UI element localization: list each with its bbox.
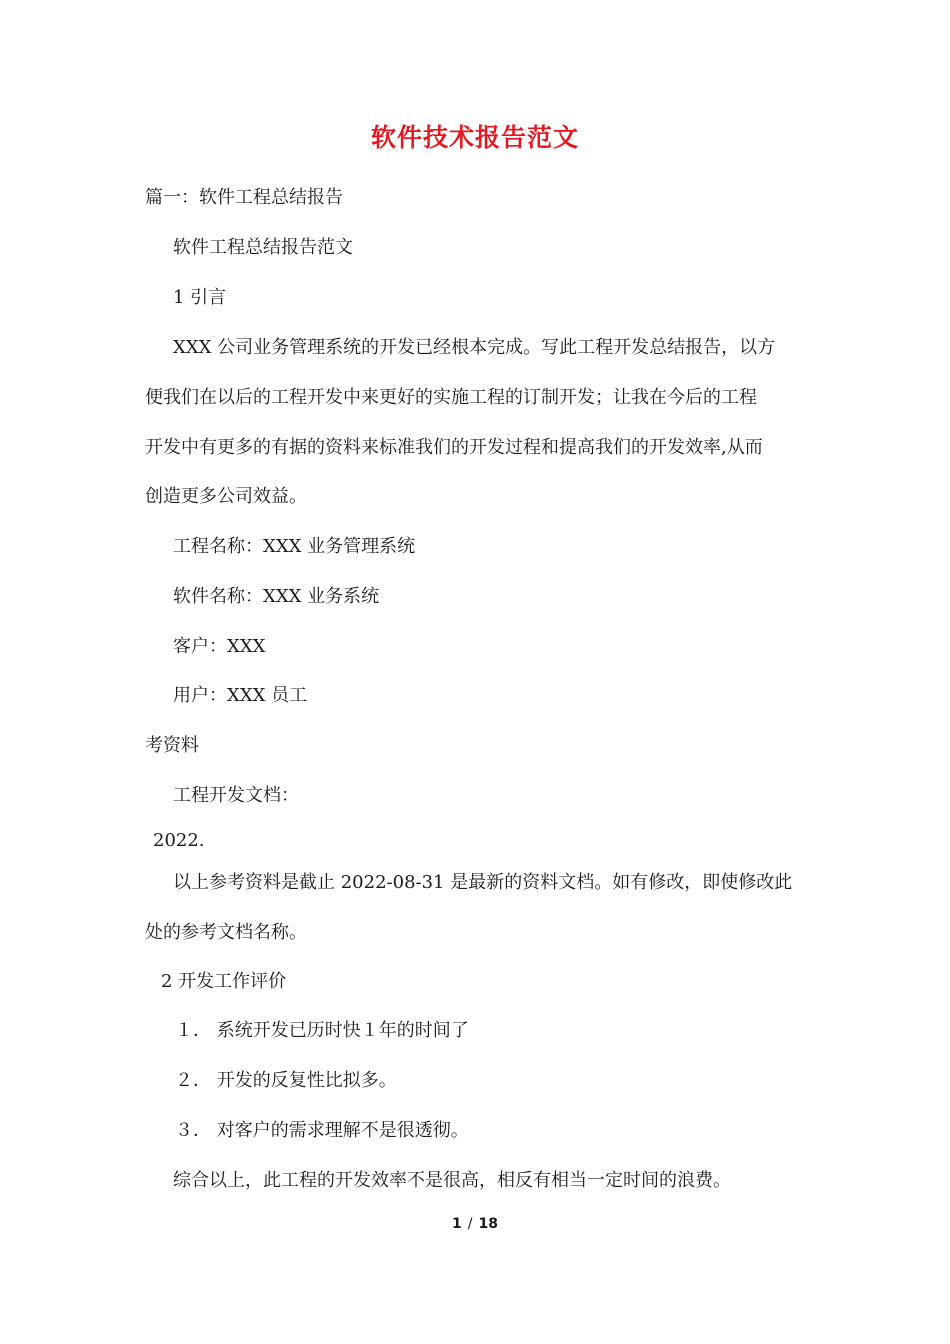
paragraph-line: 便我们在以后的工程开发中来更好的实施工程的订制开发；让我在今后的工程 bbox=[145, 387, 757, 408]
heading-introduction: 1 引言 bbox=[173, 287, 227, 308]
project-name-line: 工程名称：XXX 业务管理系统 bbox=[173, 536, 416, 557]
total-pages: 18 bbox=[478, 1216, 498, 1232]
client-line: 客户：XXX bbox=[173, 636, 266, 657]
subtitle: 软件工程总结报告范文 bbox=[173, 237, 353, 258]
year-line: 2022. bbox=[153, 830, 205, 851]
project-docs-line: 工程开发文档： bbox=[173, 785, 299, 806]
summary-line: 综合以上，此工程的开发效率不是很高，相反有相当一定时间的浪费。 bbox=[173, 1170, 731, 1191]
paragraph-line: 开发中有更多的有据的资料来标准我们的开发过程和提高我们的开发效率,从而 bbox=[145, 437, 763, 458]
paragraph-line: 创造更多公司效益。 bbox=[145, 486, 307, 507]
document-title: 软件技术报告范文 bbox=[370, 123, 579, 152]
heading-evaluation: 2 开发工作评价 bbox=[161, 971, 287, 992]
page-number bbox=[0, 1212, 950, 1236]
user-line: 用户：XXX 员工 bbox=[173, 685, 308, 706]
paragraph-line: XXX 公司业务管理系统的开发已经根本完成。写此工程开发总结报告，以方 bbox=[173, 337, 776, 358]
software-name-line: 软件名称：XXX 业务系统 bbox=[173, 586, 380, 607]
paragraph-line: 处的参考文档名称。 bbox=[145, 922, 307, 943]
list-item: １． 系统开发已历时快１年的时间了 bbox=[175, 1020, 469, 1041]
current-page: 1 bbox=[452, 1216, 462, 1232]
list-item: ３． 对客户的需求理解不是很透彻。 bbox=[175, 1120, 469, 1141]
list-item: ２． 开发的反复性比拟多。 bbox=[175, 1070, 397, 1091]
references-heading: 考资料 bbox=[145, 735, 199, 756]
section-heading: 篇一：软件工程总结报告 bbox=[145, 187, 343, 208]
page-separator: / bbox=[467, 1216, 473, 1232]
paragraph-line: 以上参考资料是截止 2022-08-31 是最新的资料文档。如有修改，即使修改此 bbox=[173, 872, 793, 893]
